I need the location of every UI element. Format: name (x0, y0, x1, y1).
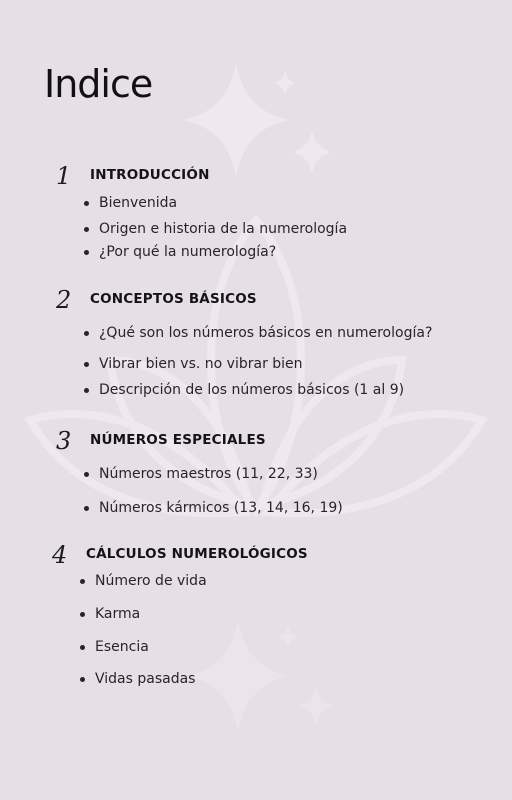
list-item: Vibrar bien vs. no vibrar bien (99, 356, 303, 372)
sparkle-icon (182, 62, 332, 178)
list-item: Bienvenida (99, 195, 178, 211)
list-item: Números maestros (11, 22, 33) (99, 466, 318, 482)
sparkle-icon (186, 620, 334, 732)
section-heading: CÁLCULOS NUMEROLÓGICOS (86, 546, 308, 562)
section-heading: NÚMEROS ESPECIALES (90, 432, 266, 448)
list-item: Karma (95, 606, 141, 622)
list-item: Descripción de los números básicos (1 al 9) (99, 382, 405, 398)
section-number: 2 (56, 286, 72, 314)
list-item: Vidas pasadas (95, 671, 196, 687)
section-number: 4 (52, 541, 68, 569)
list-item: ¿Qué son los números básicos en numerología? (99, 325, 433, 341)
list-item: Números kármicos (13, 14, 16, 19) (99, 500, 343, 516)
page-title: Indice (44, 62, 153, 106)
list-item: Esencia (95, 639, 149, 655)
section-heading: CONCEPTOS BÁSICOS (90, 291, 257, 307)
list-item: Origen e historia de la numerología (99, 221, 348, 237)
section-heading: INTRODUCCIÓN (90, 167, 210, 183)
section-number: 1 (56, 162, 72, 190)
list-item: ¿Por qué la numerología? (99, 244, 277, 260)
list-item: Número de vida (95, 573, 207, 589)
section-number: 3 (56, 427, 72, 455)
